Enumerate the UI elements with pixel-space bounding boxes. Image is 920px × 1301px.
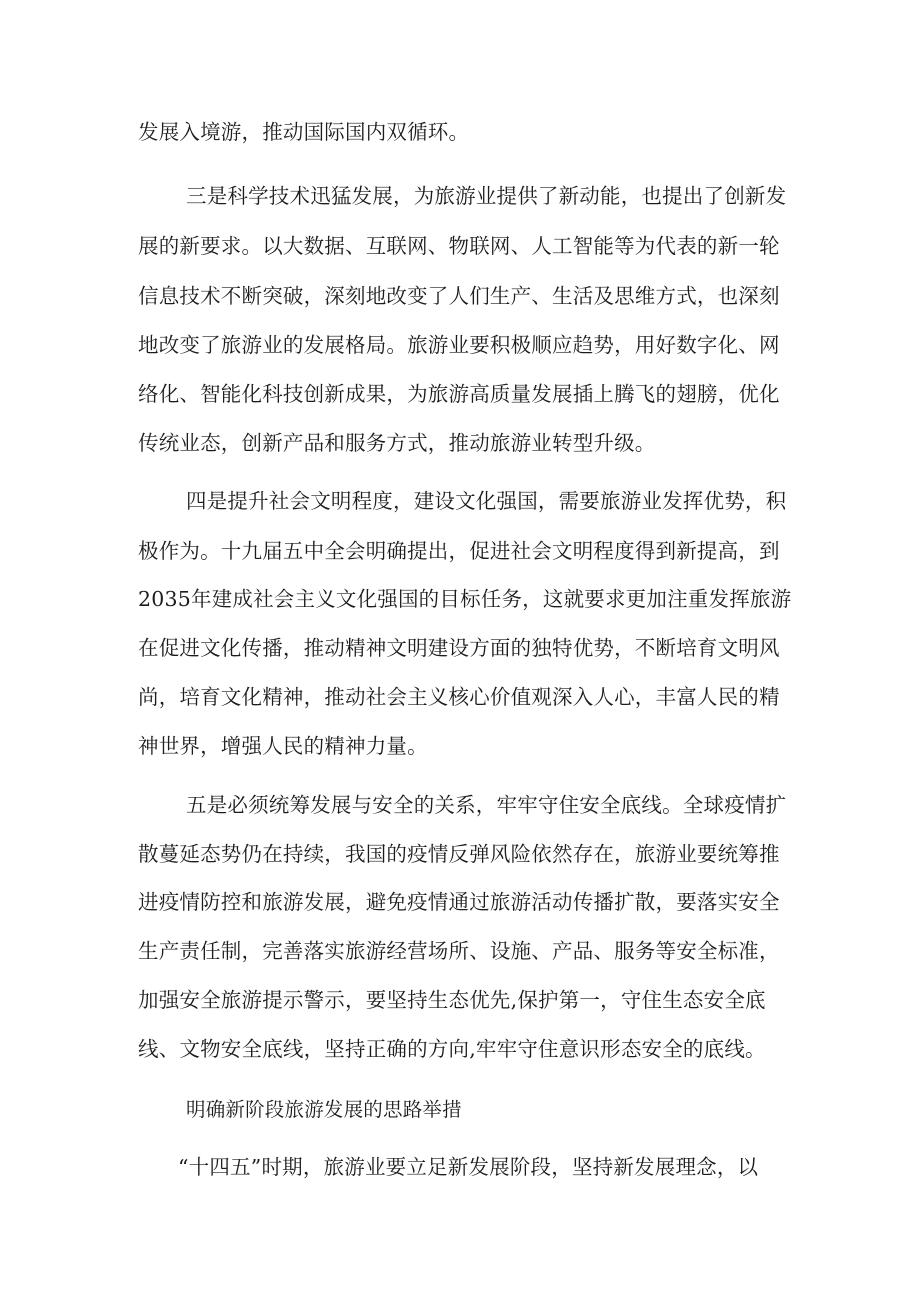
paragraph-line: 线、文物安全底线，坚持正确的方向,牢牢守住意识形态安全的底线。 (138, 1037, 766, 1061)
paragraph-line: 信息技术不断突破，深刻地改变了人们生产、生活及思维方式，也深刻 (138, 284, 780, 308)
paragraph-line: 展的新要求。以大数据、互联网、物联网、人工智能等为代表的新一轮 (138, 234, 780, 258)
paragraph-line: 进疫情防控和旅游发展，避免疫情通过旅游活动传播扩散，要落实安全 (138, 890, 780, 914)
paragraph-line: 三是科学技术迅猛发展，为旅游业提供了新动能，也提出了创新发 (186, 184, 787, 208)
paragraph-line: 传统业态，创新产品和服务方式，推动旅游业转型升级。 (138, 431, 656, 455)
paragraph-line: 发展入境游，推动国际国内双循环。 (138, 120, 470, 144)
paragraph-line: 四是提升社会文明程度，建设文化强国，需要旅游业发挥优势，积 (186, 489, 787, 513)
paragraph-line: 络化、智能化科技创新成果，为旅游高质量发展插上腾飞的翅膀，优化 (138, 382, 780, 406)
paragraph-line: 加强安全旅游提示警示，要坚持生态优先,保护第一，守住生态安全底 (138, 988, 766, 1012)
paragraph-line: 生产责任制，完善落实旅游经营场所、设施、产品、服务等安全标准， (138, 939, 780, 963)
paragraph-line: 极作为。十九届五中全会明确提出，促进社会文明程度得到新提高，到 (138, 539, 780, 563)
paragraph-line: 2035年建成社会主义文化强国的目标任务，这就要求更加注重发挥旅游 (138, 587, 792, 611)
paragraph-line: 散蔓延态势仍在持续，我国的疫情反弹风险依然存在，旅游业要统筹推 (138, 842, 780, 866)
paragraph-line: 神世界，增强人民的精神力量。 (138, 734, 428, 758)
paragraph-line: 在促进文化传播，推动精神文明建设方面的独特优势，不断培育文明风 (138, 636, 780, 660)
paragraph-line: 五是必须统筹发展与安全的关系，牢牢守住安全底线。全球疫情扩 (186, 793, 787, 817)
paragraph-line: 尚，培育文化精神，推动社会主义核心价值观深入人心，丰富人民的精 (138, 685, 780, 709)
section-heading: 明确新阶段旅游发展的思路举措 (186, 1098, 462, 1121)
paragraph-line: 地改变了旅游业的发展格局。旅游业要积极顺应趋势，用好数字化、网 (138, 333, 780, 357)
paragraph-line: “十四五”时期，旅游业要立足新发展阶段，坚持新发展理念，以 (178, 1155, 759, 1179)
